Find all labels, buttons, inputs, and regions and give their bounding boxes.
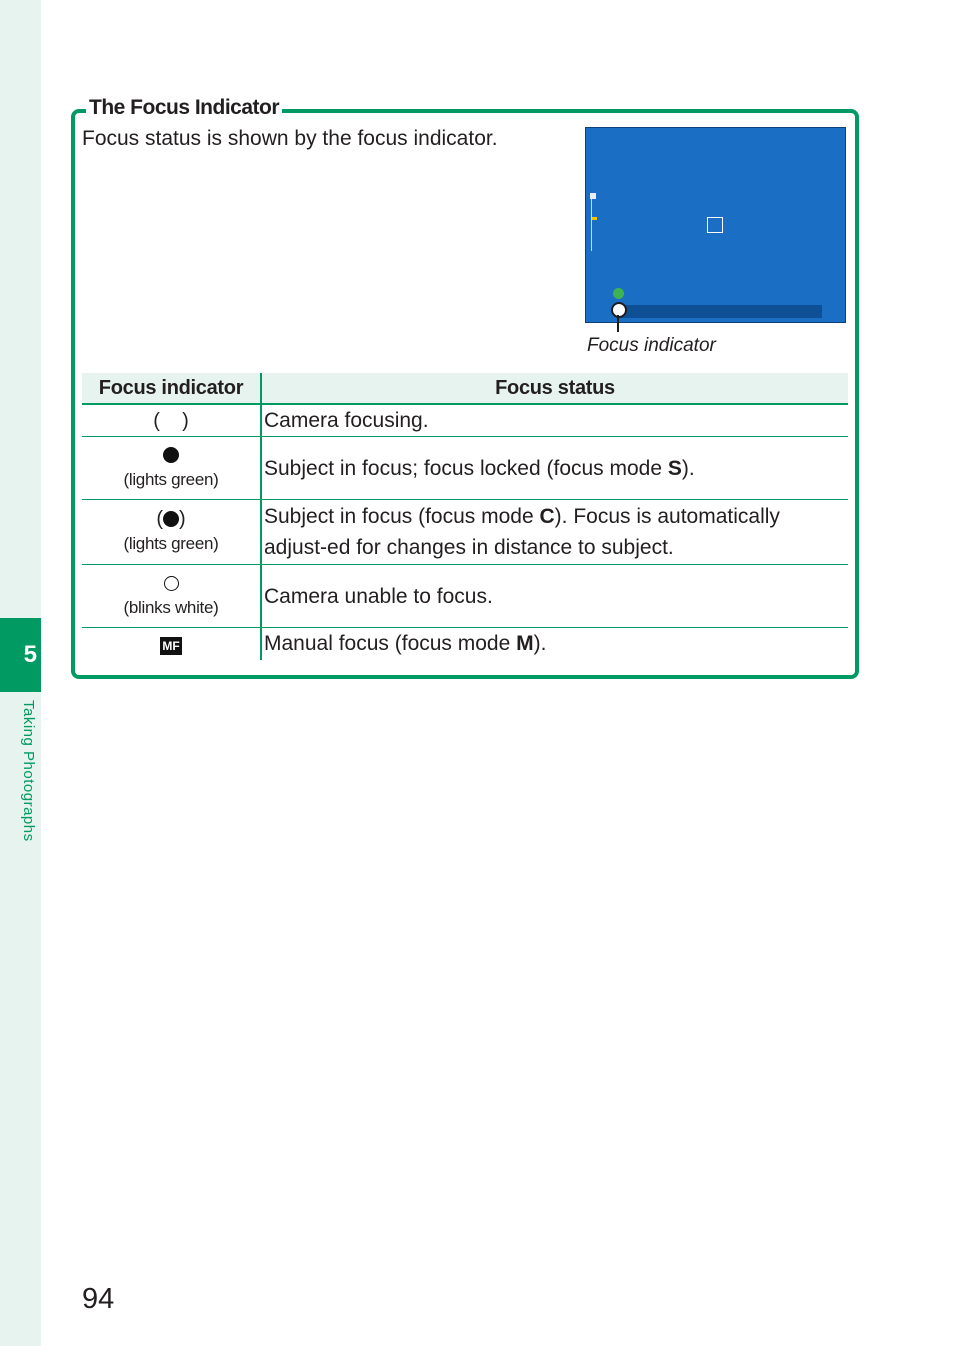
camera-display-illustration	[585, 127, 846, 323]
status-text: Subject in focus; focus locked (focus mode	[264, 456, 668, 480]
indicator-note: (blinks white)	[123, 598, 219, 617]
focus-indicator-dot-icon	[613, 288, 624, 299]
table-row	[82, 500, 848, 565]
status-text: Camera unable to focus.	[264, 584, 493, 608]
chapter-label-text: Taking Photographs	[20, 700, 37, 842]
status-cell	[261, 628, 848, 660]
status-text: Subject in focus (focus mode	[264, 505, 540, 528]
callout-marker	[611, 302, 627, 318]
empty-circle-icon	[82, 571, 260, 595]
focus-frame-icon	[707, 217, 723, 233]
column-header: Focus indicator	[82, 373, 261, 404]
indicator-cell	[82, 628, 261, 660]
callout-leader-line	[617, 315, 619, 332]
indicator-cell	[82, 500, 261, 565]
column-header: Focus status	[261, 373, 848, 404]
focus-indicator-table	[82, 373, 848, 660]
box-title: The Focus Indicator	[86, 96, 282, 120]
status-cell	[261, 500, 848, 565]
status-text-end: ).	[681, 456, 695, 480]
filled-dot-icon	[82, 443, 260, 467]
status-text: Manual focus (focus mode	[264, 632, 517, 656]
info-bar	[620, 305, 822, 318]
table-row	[82, 404, 848, 437]
indicator-note: (lights green)	[123, 534, 219, 553]
indicator-note: (lights green)	[123, 470, 219, 489]
focus-mode-letter: M	[516, 632, 534, 656]
illustration-caption: Focus indicator	[587, 335, 716, 356]
focus-mode-letter: S	[667, 456, 682, 480]
status-text-end: ). Focus is automatically adjust-ed for changes in distance to subject.	[264, 505, 780, 559]
chapter-tab: 5	[0, 618, 41, 692]
status-text: Camera focusing.	[264, 409, 429, 432]
table-row	[82, 565, 848, 628]
table-header-row	[82, 373, 848, 404]
table-row	[82, 628, 848, 660]
chapter-label	[21, 700, 41, 900]
bracketed-dot-icon: ( )	[156, 508, 186, 530]
page-number: 94	[82, 1283, 115, 1315]
status-cell	[261, 437, 848, 500]
status-cell	[261, 565, 848, 628]
table-row	[82, 437, 848, 500]
status-cell	[261, 404, 848, 437]
focus-mode-letter: C	[539, 505, 555, 528]
indicator-cell	[82, 437, 261, 500]
focusing-indicator: ( )	[153, 409, 189, 432]
manual-focus-icon: MF	[162, 638, 180, 653]
indicator-cell	[82, 404, 261, 437]
intro-text: Focus status is shown by the focus indicator.	[82, 127, 498, 150]
distance-indicator	[591, 193, 598, 251]
indicator-cell	[82, 565, 261, 628]
status-text-end: ).	[533, 632, 547, 656]
